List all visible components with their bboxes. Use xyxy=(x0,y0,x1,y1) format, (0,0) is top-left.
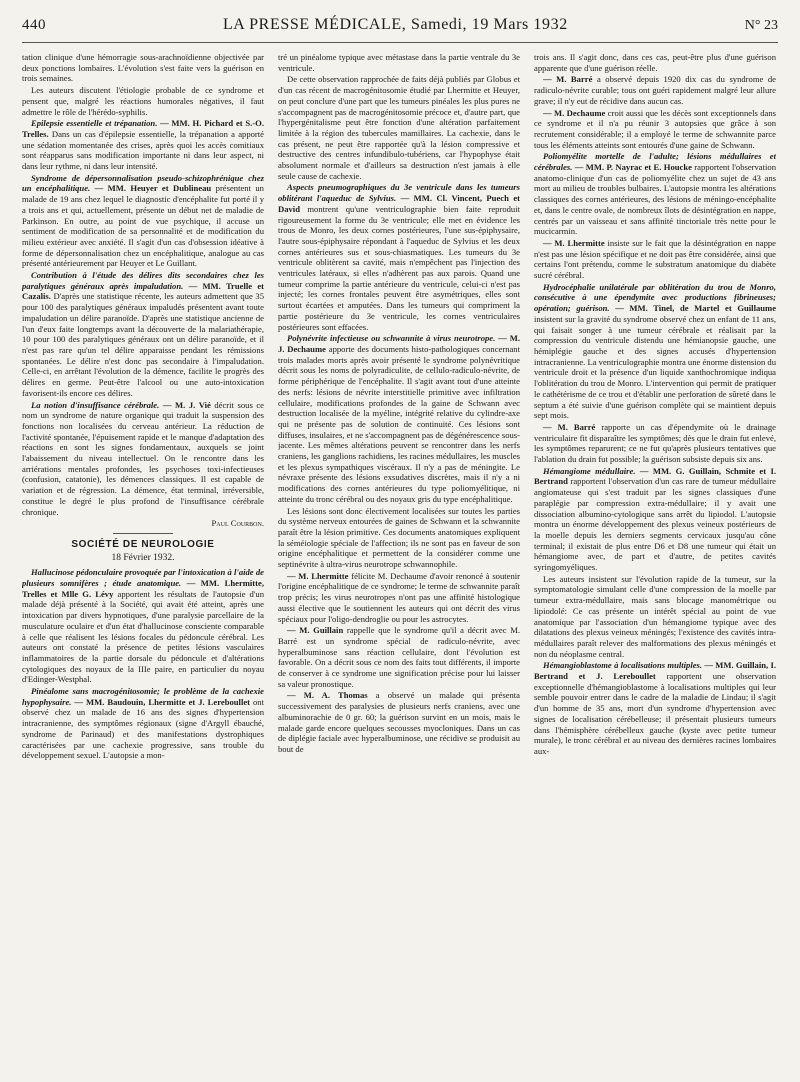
paragraph xyxy=(534,282,776,421)
paragraph xyxy=(22,686,264,761)
paragraph-text: ont observé chez un malade de 16 ans des signes d'hypertension intracranienne, des symptômes régionaux (signe d'Argyll ébauché, syndrome de Parinaud) et des manifestations dystrophiques caractérisées par une cachexie progressive, sans trouble du développement sexuel. L'autopsie a mon- xyxy=(22,696,264,761)
session-date: 18 Février 1932. xyxy=(111,552,175,563)
author-names: — MM. P. Nayrac et E. Houcke xyxy=(574,162,692,173)
page-header xyxy=(22,16,778,43)
paragraph-text: félicite M. Dechaume d'avoir renoncé à soutenir l'origine encéphalitique de ce syndrome; le terme de schwannite paraît trop précis; les virus neurotropes n'ont pas une affinité histologique aussi élective que le soutiennent les auteurs qui ont décrit des virus spéciaux pour l'oligo-dendroglie ou pour les astrocytes. xyxy=(278,570,520,624)
article-title: Epilepsie essentielle et trépanation. xyxy=(31,118,158,129)
issue-number: N° 23 xyxy=(744,18,778,33)
paragraph xyxy=(22,118,264,172)
paragraph xyxy=(22,52,264,84)
paragraph xyxy=(534,52,776,73)
column-1 xyxy=(22,52,264,1077)
author-names: — MM. Heuyer et Dublineau xyxy=(94,183,212,194)
paragraph-text: Les auteurs discutent l'étiologie probable de ce syndrome et pensent que, malgré les réactions humorales négatives, il faut admettre le rôle de l'hérédo-syphilis. xyxy=(22,85,264,117)
author-names: — MM. Lhermitte, Trelles et Mlle G. Lévy xyxy=(22,578,264,599)
author-names: — M. Dechaume xyxy=(543,107,606,118)
author-names: — MM. H. Pichard et S.-O. Trelles. xyxy=(22,118,264,139)
paragraph-text: rapporte un cas d'épendymite où le drainage ventriculaire fit disparaître les symptômes; dès que le drain fut enlevé, les symptômes reparurent; ce ne fut qu'après plusieurs tentatives que l'ablation du drain fut possible; la guérison subsiste depuis six ans. xyxy=(534,421,776,465)
author-names: — MM. Tinel, de Martel et Guillaume xyxy=(615,303,776,314)
author-names: — M. A. Thomas xyxy=(287,690,368,701)
article-title: Poliomyélite mortelle de l'adulte; lésions médullaires et cérébrales. xyxy=(534,151,776,173)
paragraph-text: croit aussi que les décès sont exceptionnels dans ce syndrome et il n'a pu réunir 3 autopsies que grâce à son recrutement considérable; il a employé le terme de schwannite parce tous les éléments atteints sont entourés d'une gaine de Schwann. xyxy=(534,107,776,150)
paragraph xyxy=(278,74,520,181)
paragraph-text: insiste sur le fait que la désintégration en nappe n'est pas une lésion spécifique et ne doit pas être considérée, ainsi que certains l'ont prétendu, comme le substratum anatomique du diabète sucré cérébral. xyxy=(534,237,776,281)
paragraph-text: Les lésions sont donc électivement localisées sur toutes les parties du système nerveux entourées de gaines de Schwann et la schwannite paraît être la lésion primitive. Ces documents anatomiques expliquent la séméiologie spéciale de l'affection; ils ne sont pas en faveur de son origine encéphalitique et permettent de la considérer comme une septinévrite à ultra-virus neurotrope schwannophile. xyxy=(278,505,520,570)
paragraph-text: insistent sur la gravité du syndrome observé chez un enfant de 11 ans, qui faisait songer à une tumeur cérébrale et réalisait par la compression du ventricule distendu une hémianopsie gauche, une hémiplégie gauche et des signes accusés d'hypertension intracranienne. La ventriculographie montra une énorme distension du ventricule droit et la présence d'un liquide xanthochromique indiqua l'oblitération du trou de Monro. L'intervention qui permit de pratiquer le cathétérisme de ce trou et d'établir une perforation de sûreté dans le septum a été suivie d'une guérison complète qui se maintient depuis sept mois. xyxy=(534,313,776,421)
paragraph-text: Dans un cas d'épilepsie essentielle, la trépanation a apporté une sédation momentanée des crises, après quoi les accès comitiaux sont réapparus sans modification importante ni dans leur aspect, ni dans leur rythme, ni dans leur intensité. xyxy=(22,128,264,172)
paragraph-text: rapportent l'observation anatomo-clinique d'un cas de poliomyélite chez un sujet de 43 ans mort au milieu de troubles bulbaires. L'autopsie montra les altérations classiques des cornes antérieures, des lésions de méningo-encéphalite et, dans le centre ovale, de nombreux îlots de désintégration en nappe, centrés par un vaisseau et sans affinité tinctoriale très nette pour le mucicarmin. xyxy=(534,162,776,237)
paragraph-text: a observé depuis 1920 dix cas du syndrome de radiculo-névrite curable; tous ont guéri rapidement malgré leur allure grave; il n'y eut de récidive dans aucun cas. xyxy=(534,74,776,106)
page-number: 440 xyxy=(22,17,46,33)
society-heading: SOCIÉTÉ DE NEUROLOGIE xyxy=(71,538,215,550)
paragraph xyxy=(534,660,776,756)
paragraph xyxy=(534,108,776,151)
author-names: — M. J. Dechaume xyxy=(278,333,520,354)
paragraph xyxy=(22,173,264,269)
section-divider xyxy=(113,533,173,534)
author-names: — MM. Cl. Vincent, Puech et David xyxy=(278,193,520,214)
paragraph-text: montrent qu'une ventriculographie bien faite reproduit rigoureusement la forme du 3e ventricule; elle met en évidence les trous de Monro, les deux cornes postérieures, l'une sus-épiphysaire, l'autre sous-épiphysaire répondant à l'aqueduc de Sylvius et les deux cornes antérieures sus et sous-chiasmatiques. Les tumeurs du 3e ventricule oblitèrent sa cavité, mais n'empêchent pas l'injection des ventricules latéraux, si elles n'adhèrent pas aux parois. Quand une tumeur comprime la partie antérieure du ventricule, celui-ci n'est pas injecté; les cornes frontales peuvent être asymétriques, elles sont surtout écartées et amputées. Dans les tumeurs qui compriment la partie postérieure du 3e ventricule, les cornes ventriculaires postérieures sont effacées. xyxy=(278,203,520,332)
article-title: Hémangioblastome à localisations multiples. xyxy=(543,660,703,671)
text-columns xyxy=(22,52,778,1077)
paragraph-text: trois ans. Il s'agit donc, dans ces cas, peut-être plus d'une guérison apparente que d'une guérison réelle. xyxy=(534,52,776,73)
author-names: — M. Lhermitte xyxy=(287,570,349,581)
paragraph-text: présentent un malade de 19 ans chez lequel le diagnostic d'encéphalite fut porté il y a trois ans et qui, actuellement, présente un début net de maladie de Parkinson. En outre, au point de vue psychique, il accuse un sentiment de modification de sa personnalité et de modification du milieu extérieur avec anxiété. Il s'agit d'un cas d'obsession idéative à forme de dépersonnalisation chez un encéphalitique, analogue au cas présenté antérieurement par Heuyer et Le Guillant. xyxy=(22,183,264,269)
author-names: — M. J. Vié xyxy=(162,399,211,410)
paragraph-text: De cette observation rapprochée de faits déjà publiés par Globus et d'un cas récent de macrogénitosomie étudié par Lhermitte et Heuyer, on peut conclure d'une part que les tumeurs pinéales les plus pures ne s'accompagnent pas de macrogénitosomie précoce et, d'autre part, que l'hypergénitalisme peut être fonction d'une altération parfaitement limitée à la région des tubercules mamillaires. La cachexie, dans le cas présent, ne peut être rapportée qu'à la lésion compressive et destructive des centres infundibulo-tubériens, car l'hypophyse était absolument normale et d'ailleurs sa destruction n'est jamais à elle seule cause de cachexie. xyxy=(278,74,520,181)
column-3 xyxy=(534,52,776,1077)
paragraph-text: tation clinique d'une hémorragie sous-arachnoïdienne objectivée par deux ponctions lombaires. L'évolution s'est faite vers la guérison en trois semaines. xyxy=(22,52,264,84)
author-names: — MM. Truelle et Cazalis. xyxy=(22,280,264,302)
paragraph-text: rapportent une observation exceptionnelle d'hémangioblastome à localisations multiples qui leur semble pouvoir entrer dans le cadre de la maladie de Lindau; il s'agit d'un homme de 35 ans, mort d'un syndrome d'hypertension avec signes de localisation cérébelleuse; il présentait plusieurs tumeurs dans l'hémisphère cérébelleux gauche (kyste avec petite tumeur murale), le tronc cérébral et au niveau des dernières racines lombaires aux- xyxy=(534,671,776,756)
author-names: — M. Barré xyxy=(543,421,596,432)
paragraph-text: rapportent l'observation d'un cas rare de tumeur médullaire angiomateuse qui s'est traduit par les signes classiques d'une paraplégie par compression extra-médullaire; il y avait une dissociation albumino-cytologique sans arrêt du lipiodol. L'autopsie montra un énorme développement des plexus veineux postérieurs de la moelle depuis les derniers segments cervicaux jusqu'au cône terminal; il existait de plus entre D6 et D8 une tumeur qui était un hémangiome avec, de part et d'autre, de petites cavités syringomyéliques. xyxy=(534,476,776,573)
article-title: Pinéalome sans macrogénitosomie; le problème de la cachexie hypophysaire. xyxy=(22,686,264,707)
paragraph-text: tré un pinéalome typique avec métastase dans la partie ventrale du 3e ventricule. xyxy=(278,52,520,73)
author-names: — M. Lhermitte xyxy=(543,237,605,248)
paragraph-text: rappelle que le syndrome qu'il a décrit avec M. Barré est un syndrome spécial de radiculo-névrite, avec hyperalbuminose sans réaction cellulaire, dont l'évolution est favorable. On a décrit sous ce nom des faits tout différents, il importe de conserver à ce syndrome une signification précise pour lui laisser sa valeur pronostique. xyxy=(278,625,520,689)
paragraph xyxy=(278,182,520,332)
author-names: — MM. G. Guillain, Schmite et I. Bertrand xyxy=(534,465,776,487)
paragraph-text: a observé un malade qui présenta successivement des paralysies de plusieurs nerfs craniens, avec une albuminorachie de 0 gr. 60; la guérison survint en un mois, mais le malade garde encore quelques secousses myocloniques. Dans un cas de diplégie faciale avec hyperalbuminose, une récidive se produisit au bout de xyxy=(278,690,520,754)
paragraph xyxy=(278,625,520,689)
paragraph-text: D'après une statistique récente, les auteurs admettent que 35 pour 100 des paralytiques généraux impaludés présentent avant toute impaludation un délire paranoïde. D'après une statistique ancienne de l'un d'eux faite longtemps avant la découverte de la malariathérapie, 10 pour 100 des paralytiques généraux ont un délire paranoïde, et il n'est pas rare qu'un tel délire apparaisse pendant les rémissions spontanées. Le délire n'est donc pas secondaire à l'impaludation. Celle-ci, en arrêtant l'évolution de la démence, facilite le progrès des délires en germe. Peut-être l'alcool ou une auto-intoxication favorisent-ils encore ces délires. xyxy=(22,291,264,398)
paragraph xyxy=(278,333,520,504)
column-2 xyxy=(278,52,520,1077)
paragraph xyxy=(22,85,264,117)
author-names: — M. Guillain xyxy=(287,625,344,636)
paragraph xyxy=(278,690,520,754)
article-title: Hallucinose pédonculaire provoquée par l'intoxication à l'aide de plusieurs somnifères ; étude anatomique. xyxy=(22,567,264,589)
paragraph xyxy=(534,466,776,573)
paragraph-text: Les auteurs insistent sur l'évolution rapide de la tumeur, sur la symptomatologie simulant celle d'une compression de la moelle par tumeur extra-médullaire, mais sans blocage manométrique ou lipiodolé: Ce cas présente un intérêt spécial au point de vue anatomique par l'association d'un hémangiome typique avec des dilatations des plexus veineux méningés; l'existence des cavités intra-médullaires paraît relever des malformations des plexus méningés et non du néoplasme central. xyxy=(534,573,776,659)
signature: Paul Courbon. xyxy=(211,518,264,529)
paragraph xyxy=(278,506,520,570)
article-title: Aspects pneumographiques du 3e ventricule dans les tumeurs oblitérant l'aqueduc de Sylvius. xyxy=(278,182,520,204)
author-names: — MM. Baudouin, Lhermitte et J. Lereboullet xyxy=(74,696,251,707)
article-title: Syndrome de dépersonnalisation pseudo-schizophrénique chez un encéphalitique. xyxy=(22,172,264,194)
author-names: — MM. Guillain, I. Bertrand et J. Lereboullet xyxy=(534,660,776,682)
article-title: Polynévrite infectieuse ou schwannite à virus neurotrope. xyxy=(287,333,496,344)
article-title: Hydrocéphalie unilatérale par oblitération du trou de Monro, consécutive à une épendymite avec productions fibrineuses; opération; guérison. xyxy=(534,281,776,314)
article-title: Contribution à l'étude des délires dits secondaires chez les paralytiques généraux après impaludation. xyxy=(22,270,264,291)
paragraph xyxy=(22,567,264,685)
paragraph xyxy=(534,74,776,106)
paragraph xyxy=(278,571,520,625)
paragraph xyxy=(534,422,776,465)
author-names: — M. Barré xyxy=(543,74,593,85)
paragraph xyxy=(22,270,264,398)
journal-title: LA PRESSE MÉDICALE, Samedi, 19 Mars 1932 xyxy=(222,16,568,33)
article-title: La notion d'insuffisance cérébrale. xyxy=(31,399,160,410)
paragraph xyxy=(22,400,264,518)
article-title: Hémangiome médullaire. xyxy=(543,465,636,476)
paragraph xyxy=(534,151,776,237)
paragraph-text: apporte des documents histo-pathologiques concernant trois malades morts après avoir présenté le syndrome polynévritique décrit sous les noms de polyradiculite, de cellulo-radiculo-névrite, de forme périphérique de l'encéphalite. Il s'agit avant tout d'une atteinte des nerfs: lésions de névrite interstitielle primitive avec infiltration cellulaire, modifications profondes de la gaine de Schwann avec destruction localisée de la myéline, intégrité relative du cylindre-axe qui ne présente pas de solution de continuité. Ces lésions sont diffuses, insulaires, et ne s'accompagnent pas de dégénérescence sous-jacente. Les mêmes altérations peuvent se rencontrer dans les nerfs craniens, les ganglions rachidiens, les racines médullaires, les muscles et les plexus sympathiques viscéraux. Il n'y a pas de méningite. Le névraxe présente des lésions exsudatives discrètes, mais il n'y a ni modifications des cornes antérieures du type poliomyélitique, ni atteinte du tronc cérébral ou des noyaux gris du type encéphalitique. xyxy=(278,343,520,504)
paragraph xyxy=(534,574,776,660)
paragraph xyxy=(534,238,776,281)
paragraph-text: apportent les résultats de l'autopsie d'un malade déjà présenté à la Société, qui avait été atteint, après une intoxication par divers hypnotiques, d'une paralysie parcellaire de la musculature oculaire et d'un état d'hallucinose consciente comparable à celle que réalisent les lésions focales du pédoncule cérébral. Les auteurs ont constaté la présence de petites lésions vasculaires inflammatoires de la partie dorsale du pédoncule et d'altérations cytologiques des noyaux de la IIIe paire, en particulier du noyau d'Edinger-Westphal. xyxy=(22,588,264,685)
paragraph xyxy=(278,52,520,73)
paragraph-text: décrit sous ce nom un syndrome de nature organique qui traduit la suspension des fonctions non localisées du cerveau antérieur. La réduction de l'activité spontanée, l'épuisement rapide et le manque d'adaptation des réactions en sont les signes fondamentaux, auxquels se joint l'abaissement du niveau intellectuel. On le rencontre dans les arriérations mentales profondes, les psychoses toxi-infectieuses (confusion, catatonie), les démences classiques. Il est capable de variation et de régression. La démence, état terminal, irréversible, constitue le degré le plus profond de l'insuffisance cérébrale chronique. xyxy=(22,399,264,517)
